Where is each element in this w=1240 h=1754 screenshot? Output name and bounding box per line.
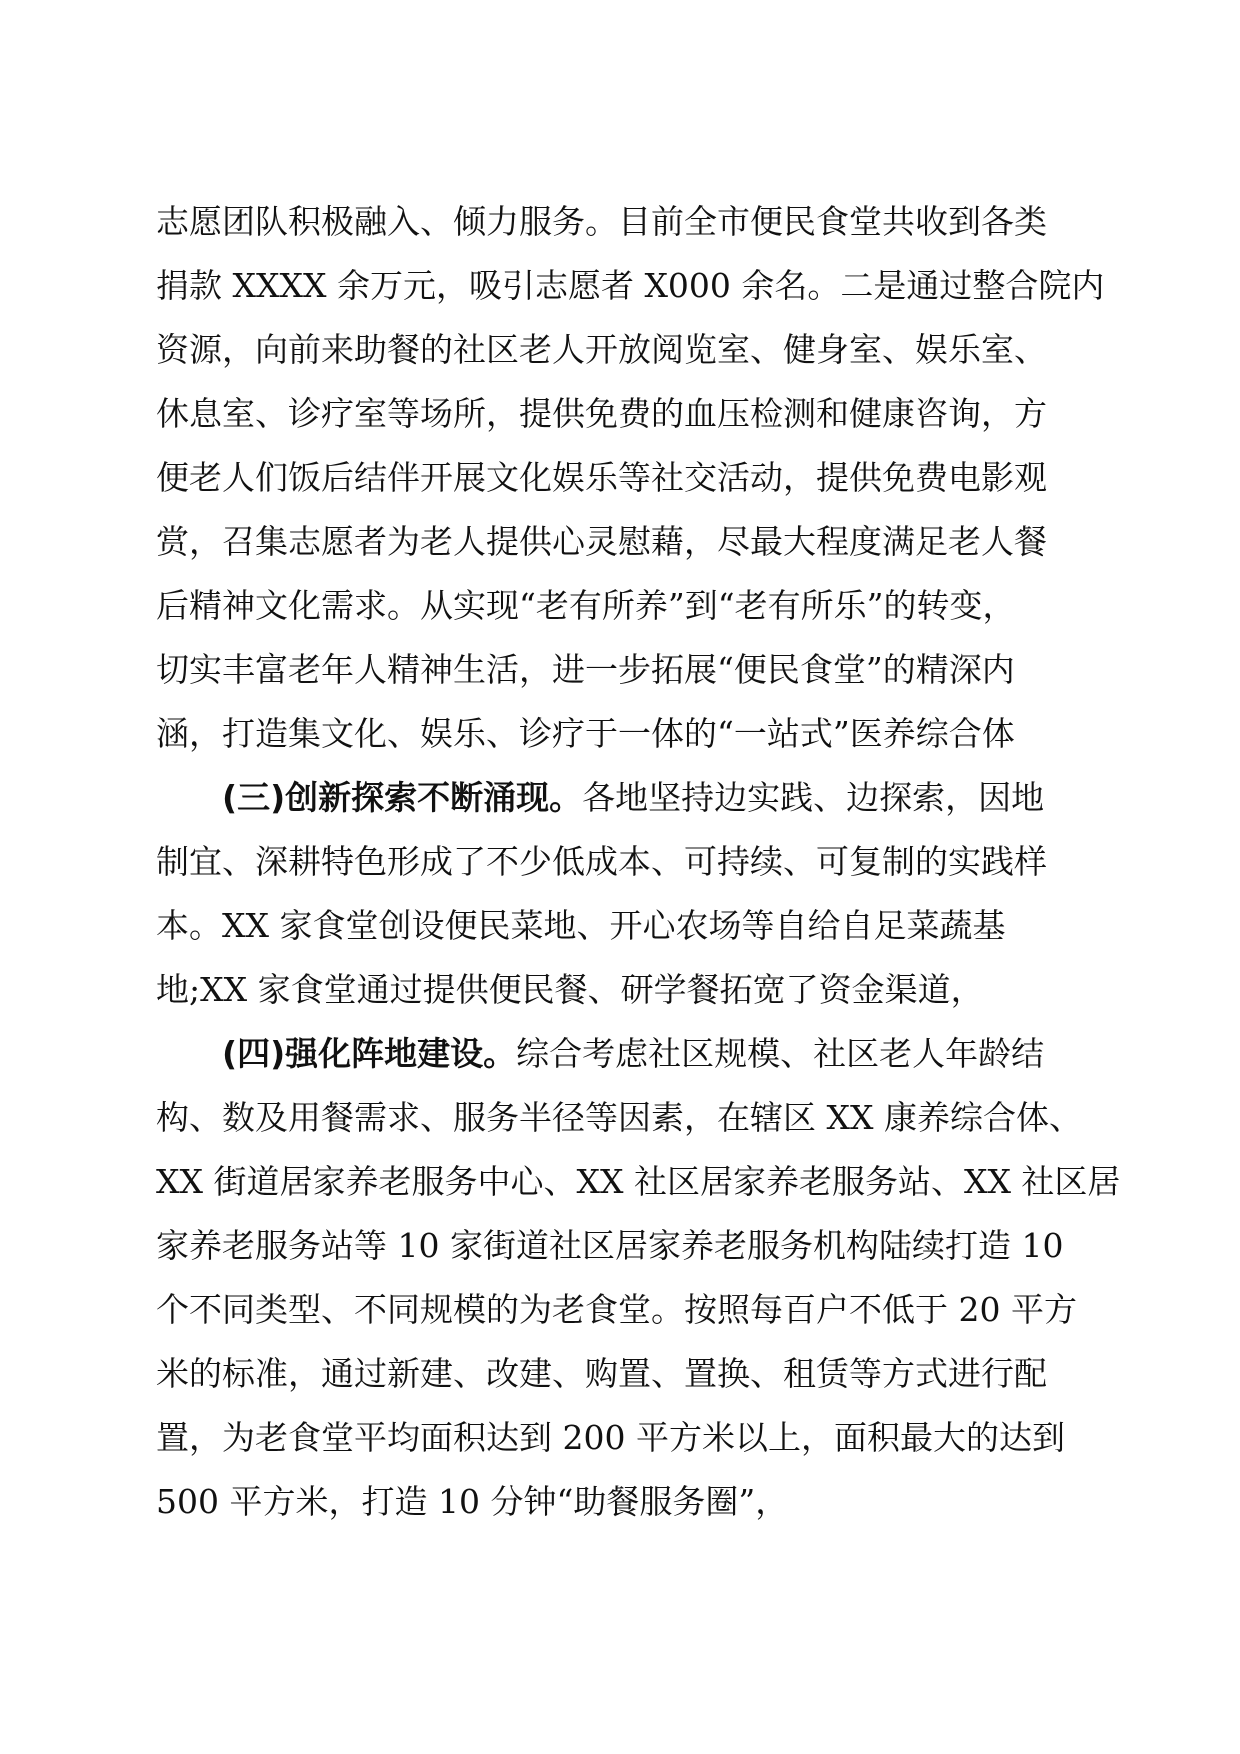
text-line: 资源，向前来助餐的社区老人开放阅览室、健身室、娱乐室、 <box>156 330 1047 369</box>
section-heading-innovation: (三)创新探索不断涌现。 <box>222 778 583 817</box>
section-heading-position-building: (四)强化阵地建设。 <box>222 1034 517 1073</box>
paragraph-volunteer-services <box>156 190 1105 766</box>
text-line: 家养老服务站等 10 家街道社区居家养老服务机构陆续打造 10 <box>156 1226 1064 1265</box>
text-line: 构、数及用餐需求、服务半径等因素，在辖区 XX 康养综合体、 <box>156 1098 1082 1137</box>
text-line: 米的标准，通过新建、改建、购置、置换、租赁等方式进行配 <box>156 1354 1047 1393</box>
text-line: XX 街道居家养老服务中心、XX 社区居家养老服务站、XX 社区居 <box>156 1162 1121 1201</box>
text-line: 500 平方米，打造 10 分钟“助餐服务圈”， <box>156 1482 789 1521</box>
paragraph-first-line <box>156 1022 1086 1086</box>
text-line: 置，为老食堂平均面积达到 200 平方米以上，面积最大的达到 <box>156 1418 1065 1457</box>
text-line: 个不同类型、不同规模的为老食堂。按照每百户不低于 20 平方 <box>156 1290 1077 1329</box>
text-line: 后精神文化需求。从实现“老有所养”到“老有所乐”的转变， <box>156 586 1016 625</box>
text-line: 切实丰富老年人精神生活，进一步拓展“便民食堂”的精深内 <box>156 650 1015 689</box>
text-line: 便老人们饭后结伴开展文化娱乐等社交活动，提供免费电影观 <box>156 458 1047 497</box>
text-line: 休息室、诊疗室等场所，提供免费的血压检测和健康咨询，方 <box>156 394 1047 433</box>
paragraph-position-building <box>156 1022 1121 1534</box>
paragraph-innovation <box>156 766 1086 1022</box>
text-line: 地;XX 家食堂通过提供便民餐、研学餐拓宽了资金渠道， <box>156 970 984 1009</box>
text-line: 志愿团队积极融入、倾力服务。目前全市便民食堂共收到各类 <box>156 202 1047 241</box>
text-line: 涵，打造集文化、娱乐、诊疗于一体的“一站式”医养综合体 <box>156 714 1015 753</box>
document-body <box>156 190 1121 1534</box>
text-run: 各地坚持边实践、边探索，因地 <box>582 778 1045 817</box>
text-line: 赏，召集志愿者为老人提供心灵慰藉，尽最大程度满足老人餐 <box>156 522 1047 561</box>
text-line: 制宜、深耕特色形成了不少低成本、可持续、可复制的实践样 <box>156 842 1047 881</box>
text-line: 捐款 XXXX 余万元，吸引志愿者 X000 余名。二是通过整合院内 <box>156 266 1105 305</box>
paragraph-first-line <box>156 766 1086 830</box>
text-run: 综合考虑社区规模、社区老人年龄结 <box>516 1034 1045 1073</box>
text-line: 本。XX 家食堂创设便民菜地、开心农场等自给自足菜蔬基 <box>156 906 1006 945</box>
